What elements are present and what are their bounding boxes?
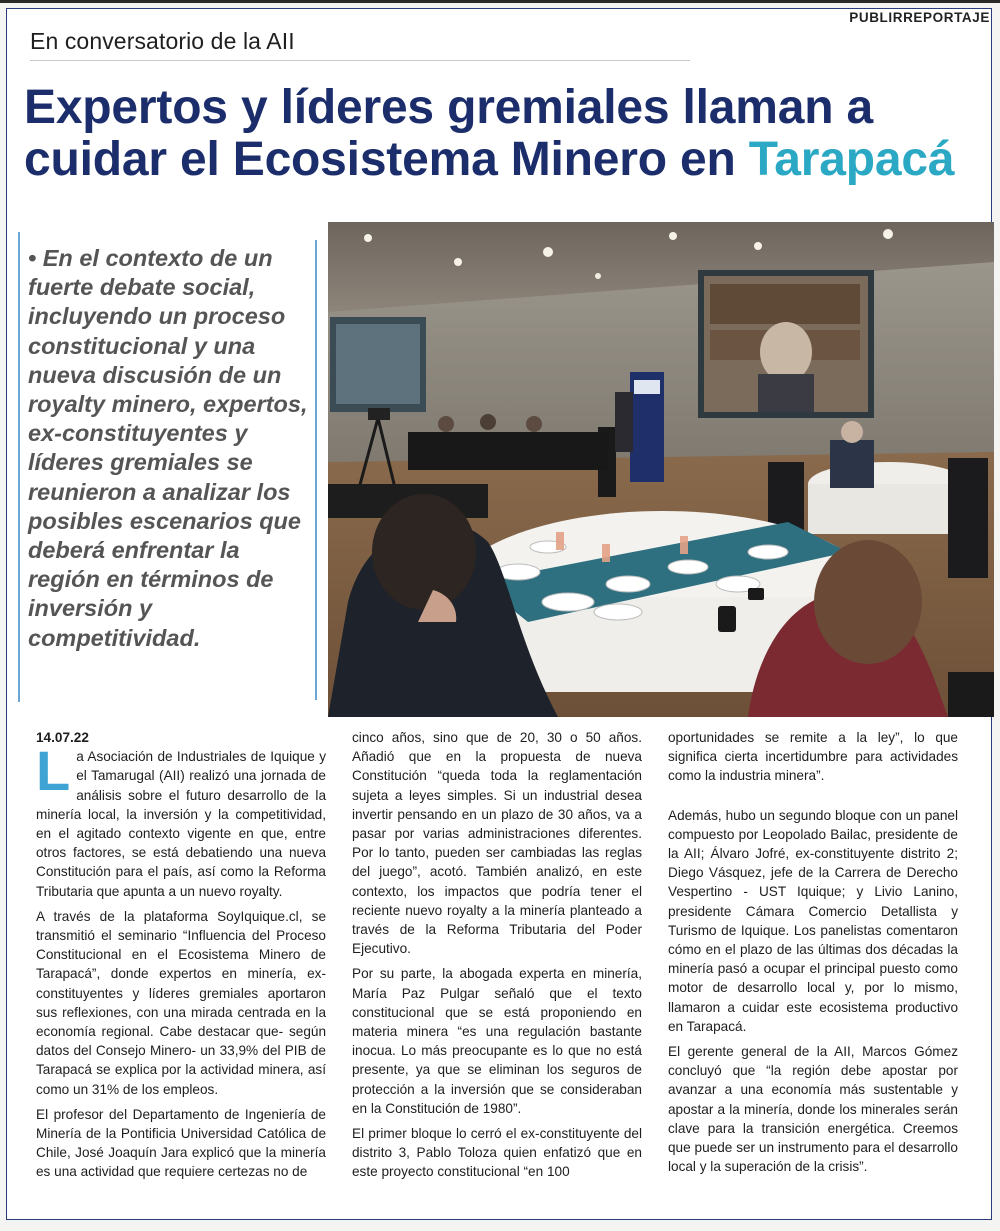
kicker: En conversatorio de la AII — [30, 28, 295, 54]
article-paragraph: oportunidades se remite a la ley”, lo que significa cierta incertidumbre para actividades como la industria minera”. — [668, 730, 958, 784]
article-paragraph: cinco años, sino que de 20, 30 o 50 años. Añadió que en la propuesta de nueva Constitución “queda toda la reglamentación sujeta a leyes simples. Si un industrial desea invertir pensando en un plazo de 30 años, va a pasar por varias administraciones diferentes. Por lo tanto, pueden ser cambiadas las reglas del juego”, acotó. También analizó, en este contexto, los impactos que podría tener el reciente nuevo royalty a la minería planteado a través de la Reforma Tributaria del Poder Ejecutivo. — [352, 730, 642, 957]
headline-line1: Expertos y líderes gremiales llaman a — [24, 81, 874, 134]
article-paragraph-text: a Asociación de Industriales de Iquique y el Tamarugal (AII) realizó una jornada de análisis sobre el futuro desarrollo de la minería local, la inversión y la competitividad, en el agitado contexto vigente en que, entre otros factores, se está debatiendo una nueva Constitución para el país, así como la Reforma Tributaria que apunta a un nuevo royalty. — [36, 749, 326, 899]
article-column-3 — [668, 728, 958, 1206]
article-body — [36, 728, 960, 1206]
headline — [24, 82, 974, 186]
article-paragraph: Por su parte, la abogada experta en minería, María Paz Pulgar señaló que el texto constitucional que se está proponiendo en materia minera “es una regulación bastante inocua. Lo más preocupante es lo que no está presente, ya que se eliminan los seguros de protección a la inversión que se consideraban en la Constitución de 1980”. — [352, 966, 642, 1116]
article-date: 14.07.22 — [36, 730, 89, 745]
article-paragraph: El primer bloque lo cerró el ex-constituyente del distrito 3, Pablo Toloza quien enfatizó que en este proyecto constitucional “en 100 — [352, 1126, 642, 1180]
event-photo — [328, 222, 994, 717]
article-paragraph: El profesor del Departamento de Ingeniería de Minería de la Pontificia Universidad Católica de Chile, José Joaquín Jara explicó que la minería es una actividad que requiere certezas no de — [36, 1106, 326, 1180]
article-paragraph: A través de la plataforma SoyIquique.cl, se transmitió el seminario “Influencia del Proceso Constitucional en el Ecosistema Minero de Tarapacá”, donde expertos en minería, ex-constituyentes y líderes gremiales aportaron sus reflexiones, con una mirada centrada en la economía regional. Cabe destacar que- según datos del Consejo Minero- un 33,9% del PIB de Tarapacá se explica por la actividad minera, así como un 31% de los empleos. — [36, 908, 326, 1097]
lead-divider-right — [315, 240, 317, 700]
lead-divider-left — [18, 232, 20, 702]
top-rule — [0, 0, 1000, 3]
headline-accent: Tarapacá — [748, 133, 955, 186]
kicker-divider — [30, 60, 690, 61]
lead-paragraph: • En el contexto de un fuerte debate social, incluyendo un proceso constitucional y una nueva discusión de un royalty minero, expertos, ex-constituyentes y líderes gremiales se reunieron a analizar los posibles escenarios que deberá enfrentar la región en términos de inversión y competitividad. — [28, 245, 308, 651]
headline-line2: cuidar el Ecosistema Minero en — [24, 133, 749, 186]
article-paragraph: Además, hubo un segundo bloque con un panel compuesto por Leopolado Bailac, presidente de la AII; Álvaro Jofré, ex-constituyente distrito 2; Diego Vásquez, jefe de la Carrera de Derecho Vespertino - UST Iquique; y Livio Lanino, presidente Cámara Comercio Detallista y Turismo de Iquique. Los panelistas comentaron cómo en el plazo de las últimas dos décadas la minería pasó a ocupar el principal puesto como motor de desarrollo local y, por lo mismo, llamaron a cuidar este ecosistema productivo en Tarapacá. — [668, 807, 958, 1034]
paragraph-spacer — [668, 792, 958, 806]
drop-cap: L — [36, 739, 71, 803]
article-column-2 — [352, 728, 642, 1206]
article-paragraph — [36, 739, 326, 901]
event-photo-illustration — [328, 222, 994, 717]
article-column-1 — [36, 728, 326, 1206]
article-paragraph: El gerente general de la AII, Marcos Gómez concluyó que “la región debe apostar por avanzar a una economía más sustentable y apostar a la minería, donde los minerales serán clave para la transición energética. Creemos que puede ser un instrumento para el desarrollo local y la superación de la crisis”. — [668, 1044, 958, 1175]
section-tag: PUBLIRREPORTAJE — [849, 10, 990, 25]
